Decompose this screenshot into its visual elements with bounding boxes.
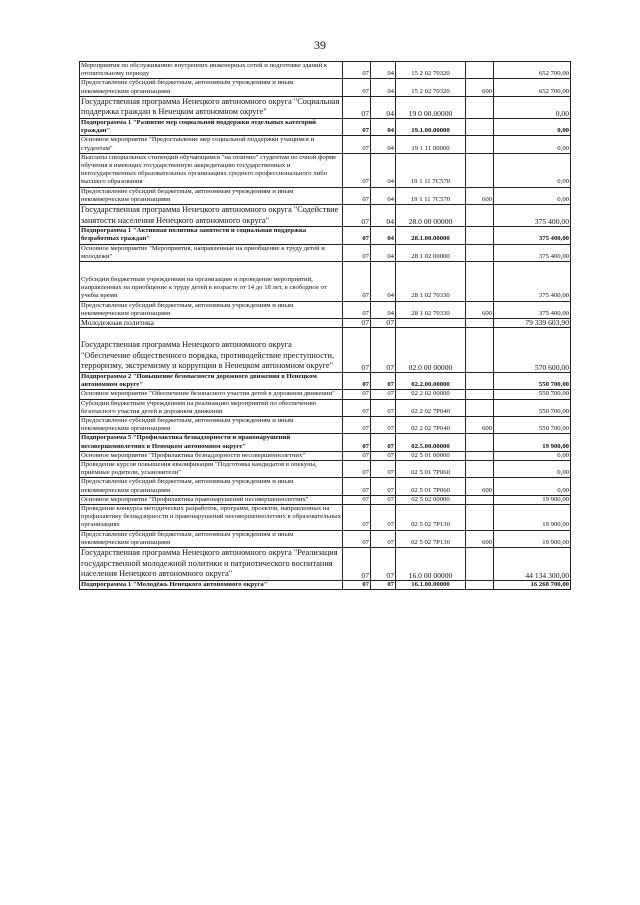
- row-amount-cell: 19 900,00: [494, 530, 571, 547]
- row-expense-type-cell: [466, 262, 494, 302]
- table-row: [80, 62, 571, 79]
- row-section-cell: 07: [343, 244, 371, 261]
- row-target-article-cell: 16.0 00 00000: [396, 548, 466, 581]
- table-row: [80, 548, 571, 581]
- row-amount-cell: 0,00: [494, 478, 571, 495]
- table-row: [80, 495, 571, 504]
- row-subsection-cell: 04: [371, 262, 396, 302]
- row-target-article-cell: 15 2 02 70320: [396, 79, 466, 96]
- row-amount-cell: 375 400,00: [494, 262, 571, 302]
- table-row: [80, 319, 571, 328]
- row-name-cell: Государственная программа Ненецкого автономного округа "Социальная поддержка граждан в Ненецком автономном округе": [80, 96, 343, 118]
- row-expense-type-cell: [466, 153, 494, 187]
- row-section-cell: 07: [343, 390, 371, 399]
- row-expense-type-cell: [466, 136, 494, 153]
- table-row: [80, 187, 571, 204]
- row-section-cell: 07: [343, 505, 371, 531]
- table-row: [80, 373, 571, 390]
- table-row: [80, 434, 571, 451]
- row-name-cell: Проведение конкурса методических разработок, программ, проектов, направленных на профилактику безнадзорности и правонарушений несовершеннолетних в образовательных организациях: [81, 505, 341, 529]
- row-section-cell: 07: [343, 328, 371, 373]
- row-expense-type-cell: [466, 244, 494, 261]
- row-expense-type-cell: [466, 373, 494, 390]
- row-subsection-cell: 07: [371, 328, 396, 373]
- row-amount-cell: 0,00: [494, 119, 571, 136]
- row-amount-cell: 0,00: [494, 461, 571, 478]
- row-target-article-cell: 19.1.00.00000: [396, 119, 466, 136]
- row-subsection-cell: 04: [371, 227, 396, 244]
- row-amount-cell: 0,00: [494, 187, 571, 204]
- row-amount-cell: 0,00: [494, 136, 571, 153]
- row-expense-type-cell: [466, 319, 494, 328]
- row-subsection-cell: 04: [371, 205, 396, 227]
- row-section-cell: 07: [343, 262, 371, 302]
- row-target-article-cell: 28.1.00.00000: [396, 227, 466, 244]
- row-expense-type-cell: [466, 62, 494, 79]
- row-section-cell: 07: [343, 319, 371, 328]
- row-name-cell: Подпрограмма 2 "Повышение безопасности дорожного движения в Ненецком автономном округе": [80, 373, 343, 390]
- table-row: [80, 205, 571, 227]
- row-target-article-cell: 19 1 11 7С570: [396, 153, 466, 187]
- row-name-cell: Мероприятия по обслуживанию внутренних инженерных сетей и подготовке зданий к отопительному периоду: [80, 62, 343, 79]
- row-subsection-cell: 04: [371, 136, 396, 153]
- row-section-cell: 07: [343, 530, 371, 547]
- row-name-cell: Субсидии бюджетным учреждениям на реализацию мероприятий по обеспечению безопасного участия детей в дорожном движении: [80, 399, 343, 416]
- row-name-cell: Субсидии бюджетным учреждениям на организацию и проведение мероприятий, направленных на приобщение к труду детей в возрасте от 14 до 18 лет, в свободное от учебы время: [80, 262, 343, 302]
- row-amount-cell: 19 900,00: [494, 505, 571, 531]
- row-target-article-cell: 02 5 01 7Р060: [396, 478, 466, 495]
- row-section-cell: 07: [343, 205, 371, 227]
- row-name-cell: Подпрограмма 1 "Молодёжь Ненецкого автономного округа": [80, 580, 343, 589]
- row-expense-type-cell: [466, 227, 494, 244]
- row-amount-cell: 652 700,00: [494, 79, 571, 96]
- row-target-article-cell: 28 1 02 70330: [396, 262, 466, 302]
- row-target-article-cell: 02 2 02 00000: [396, 390, 466, 399]
- row-section-cell: 07: [343, 478, 371, 495]
- row-name-cell: Проведение курсов повышения квалификации "Подготовка кандидатов в опекуны, приёмные родители, усыновители": [80, 461, 343, 478]
- row-name-cell: Подпрограмма 5 "Профилактика безнадзорности и правонарушений несовершеннолетних в Ненецком автономном округе": [80, 434, 343, 451]
- row-name-cell: Основное мероприятие "Профилактика безнадзорности несовершеннолетних": [80, 451, 343, 460]
- row-subsection-cell: 07: [371, 580, 396, 589]
- table-row: [80, 328, 571, 373]
- row-expense-type-cell: [466, 580, 494, 589]
- row-subsection-cell: 04: [371, 244, 396, 261]
- row-target-article-cell: 02 2 02 7Р040: [396, 417, 466, 434]
- row-subsection-cell: 04: [371, 79, 396, 96]
- row-subsection-cell: 07: [371, 505, 396, 531]
- row-name-cell: Государственная программа Ненецкого автономного округа "Реализация государственной молодежной политики и патриотического воспитания населения Ненецкого автономного округа": [80, 548, 343, 581]
- budget-table: [79, 61, 571, 590]
- row-name-cell: Государственная программа Ненецкого автономного округа "Обеспечение общественного порядка, противодействие преступности, терроризму, экстремизму и коррупции в Ненецком автономном округе": [80, 328, 343, 373]
- row-name-cell: Предоставление субсидий бюджетным, автономным учреждениям и иным некоммерческим организациям: [80, 478, 343, 495]
- table-row: [80, 478, 571, 495]
- row-name-cell: Основное мероприятие "Мероприятия, направленные на приобщение к труду детей и молодежи": [80, 244, 343, 261]
- page-number: 39: [314, 38, 326, 52]
- row-amount-cell: 44 134 300,00: [494, 548, 571, 581]
- row-amount-cell: 0,00: [494, 451, 571, 460]
- row-target-article-cell: 28.0 00 00000: [396, 205, 466, 227]
- row-amount-cell: 0,00: [494, 96, 571, 118]
- row-expense-type-cell: [466, 495, 494, 504]
- table-row: [80, 227, 571, 244]
- row-expense-type-cell: [466, 96, 494, 118]
- row-amount-cell: 375 400,00: [494, 244, 571, 261]
- row-section-cell: 07: [343, 187, 371, 204]
- table-row: [80, 461, 571, 478]
- row-amount-cell: 550 700,00: [494, 373, 571, 390]
- row-name-cell: Выплаты специальных стипендий обучающимся "на отлично" студентам по очной форме обучения в имеющих государственную аккредитацию государственных и негосударственных образовательных организациях среднего профессионального либо высшего образования: [80, 153, 343, 187]
- row-subsection-cell: 07: [371, 399, 396, 416]
- row-expense-type-cell: 600: [466, 79, 494, 96]
- row-amount-cell: 19 900,00: [494, 495, 571, 504]
- table-row: [80, 96, 571, 118]
- row-section-cell: 07: [343, 119, 371, 136]
- table-row: [80, 301, 571, 318]
- row-amount-cell: 375 400,00: [494, 301, 571, 318]
- row-target-article-cell: 02 5 02 00000: [396, 495, 466, 504]
- row-section-cell: 07: [343, 301, 371, 318]
- row-subsection-cell: 04: [371, 119, 396, 136]
- row-subsection-cell: 07: [371, 461, 396, 478]
- row-expense-type-cell: [466, 328, 494, 373]
- row-target-article-cell: [396, 319, 466, 328]
- budget-table-body: [80, 62, 571, 590]
- row-target-article-cell: 02 5 02 7Р130: [396, 505, 466, 531]
- row-target-article-cell: 15 2 02 70320: [396, 62, 466, 79]
- row-amount-cell: 375 400,00: [494, 227, 571, 244]
- row-subsection-cell: 04: [371, 153, 396, 187]
- row-section-cell: 07: [343, 153, 371, 187]
- row-subsection-cell: 07: [371, 451, 396, 460]
- row-amount-cell: 550 700,00: [494, 399, 571, 416]
- row-amount-cell: 19 900,00: [494, 434, 571, 451]
- row-expense-type-cell: [466, 505, 494, 531]
- row-section-cell: 07: [343, 79, 371, 96]
- row-section-cell: 07: [343, 580, 371, 589]
- row-expense-type-cell: 600: [466, 417, 494, 434]
- row-target-article-cell: 02.0 00 00000: [396, 328, 466, 373]
- row-section-cell: 07: [343, 96, 371, 118]
- row-target-article-cell: 16.1.00.00000: [396, 580, 466, 589]
- table-row: [80, 153, 571, 187]
- row-amount-cell: 0,00: [494, 153, 571, 187]
- row-expense-type-cell: [466, 205, 494, 227]
- row-section-cell: 07: [343, 461, 371, 478]
- table-row: [80, 390, 571, 399]
- row-expense-type-cell: 600: [466, 478, 494, 495]
- row-target-article-cell: 02.2.00.00000: [396, 373, 466, 390]
- row-name-cell: Подпрограмма 1 "Развитие мер социальной поддержки отдельных категорий граждан": [80, 119, 343, 136]
- row-expense-type-cell: [466, 399, 494, 416]
- row-name-cell: Государственная программа Ненецкого автономного округа "Содействие занятости населения Ненецкого автономного округа": [80, 205, 343, 227]
- table-row: [80, 580, 571, 589]
- row-target-article-cell: 02.5.00.00000: [396, 434, 466, 451]
- row-amount-cell: 570 600,00: [494, 328, 571, 373]
- table-row: [80, 417, 571, 434]
- row-section-cell: 07: [343, 136, 371, 153]
- row-section-cell: 07: [343, 399, 371, 416]
- row-target-article-cell: 02 2 02 7Р040: [396, 399, 466, 416]
- row-target-article-cell: 02 5 01 7Р060: [396, 461, 466, 478]
- table-row: [80, 505, 571, 531]
- row-target-article-cell: 02 5 02 7Р130: [396, 530, 466, 547]
- row-name-cell: Предоставление субсидий бюджетным, автономным учреждениям и иным некоммерческим организациям: [80, 417, 343, 434]
- row-target-article-cell: 19 0 00.00000: [396, 96, 466, 118]
- row-section-cell: 07: [343, 227, 371, 244]
- row-name-cell: Основное мероприятие "Предоставление мер социальной поддержки учащимся и студентам": [80, 136, 343, 153]
- row-target-article-cell: 28 1 02 70330: [396, 301, 466, 318]
- table-row: [80, 262, 571, 302]
- table-row: [80, 119, 571, 136]
- row-section-cell: 07: [343, 62, 371, 79]
- row-amount-cell: 550 700,00: [494, 390, 571, 399]
- row-subsection-cell: 07: [371, 319, 396, 328]
- row-amount-cell: 375 400,00: [494, 205, 571, 227]
- table-row: [80, 136, 571, 153]
- row-target-article-cell: 02 5 01 00000: [396, 451, 466, 460]
- row-target-article-cell: 19 1 11 00000: [396, 136, 466, 153]
- row-section-cell: 07: [343, 417, 371, 434]
- row-name-cell: Предоставление субсидий бюджетным, автономным учреждениям и иным некоммерческим организациям: [80, 530, 343, 547]
- row-section-cell: 07: [343, 548, 371, 581]
- row-name-cell: Основное мероприятие "Профилактика правонарушений несовершеннолетних": [80, 495, 343, 504]
- row-subsection-cell: 07: [371, 417, 396, 434]
- row-expense-type-cell: [466, 451, 494, 460]
- row-expense-type-cell: [466, 119, 494, 136]
- row-subsection-cell: 07: [371, 390, 396, 399]
- row-subsection-cell: 07: [371, 548, 396, 581]
- row-subsection-cell: 07: [371, 495, 396, 504]
- row-expense-type-cell: 600: [466, 187, 494, 204]
- row-section-cell: 07: [343, 451, 371, 460]
- row-name-cell: Основное мероприятие "Обеспечение безопасного участия детей в дорожном движении": [80, 390, 343, 399]
- row-subsection-cell: 07: [371, 373, 396, 390]
- row-amount-cell: 16 268 700,00: [494, 580, 571, 589]
- row-amount-cell: 79 339 603,90: [494, 319, 571, 328]
- row-name-cell: Предоставление субсидий бюджетным, автономным учреждениям и иным некоммерческим организациям: [80, 79, 343, 96]
- row-name-cell: Молодежная политика: [80, 319, 343, 328]
- row-amount-cell: 550 700,00: [494, 417, 571, 434]
- table-row: [80, 79, 571, 96]
- row-expense-type-cell: 600: [466, 530, 494, 547]
- row-subsection-cell: 04: [371, 96, 396, 118]
- row-subsection-cell: 04: [371, 62, 396, 79]
- row-name-cell: Предоставление субсидий бюджетным, автономным учреждениям и иным некоммерческим организациям: [80, 301, 343, 318]
- row-expense-type-cell: [466, 434, 494, 451]
- row-subsection-cell: 04: [371, 301, 396, 318]
- row-name-cell: Предоставление субсидий бюджетным, автономным учреждениям и иным некоммерческим организациям: [80, 187, 343, 204]
- table-row: [80, 451, 571, 460]
- row-subsection-cell: 07: [371, 434, 396, 451]
- table-row: [80, 399, 571, 416]
- table-row: [80, 530, 571, 547]
- row-target-article-cell: 19 1 11 7С570: [396, 187, 466, 204]
- row-target-article-cell: 28 1 02 00000: [396, 244, 466, 261]
- row-expense-type-cell: [466, 390, 494, 399]
- row-subsection-cell: 07: [371, 478, 396, 495]
- row-subsection-cell: 04: [371, 187, 396, 204]
- row-name-cell: Подпрограмма 1 "Активная политика занятости и социальная поддержка безработных граждан": [80, 227, 343, 244]
- table-row: [80, 244, 571, 261]
- row-section-cell: 07: [343, 495, 371, 504]
- row-expense-type-cell: [466, 461, 494, 478]
- row-section-cell: 07: [343, 434, 371, 451]
- row-section-cell: 07: [343, 373, 371, 390]
- row-subsection-cell: 07: [371, 530, 396, 547]
- row-amount-cell: 652 700,00: [494, 62, 571, 79]
- row-expense-type-cell: 600: [466, 301, 494, 318]
- row-expense-type-cell: [466, 548, 494, 581]
